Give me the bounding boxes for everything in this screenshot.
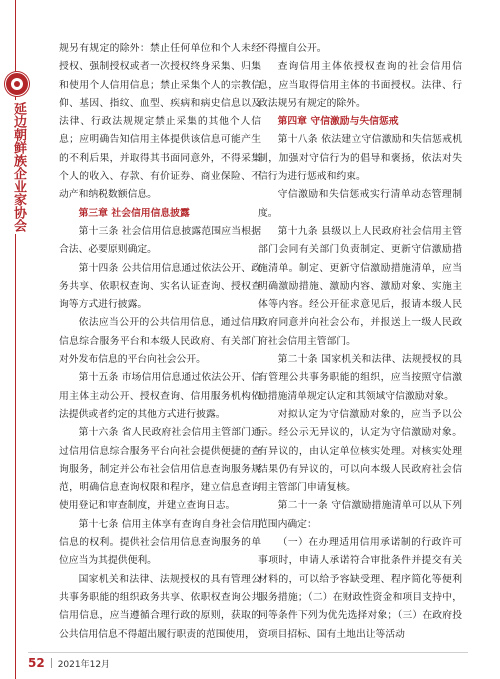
article-18: 第十八条 依法建立守信激励和失信惩戒机制，加强对守信行为的倡导和褒扬，依法对失信行为进行惩戒和约束。 (258, 134, 462, 183)
paragraph: 规另有规定的除外：禁止任何单位和个人未经授权、强制授权或者一次授权终身采集、归集和使用个人信用信息；禁止采集个人的宗教信仰、基因、指纹、血型、疾病和病史信息以及法律、行政法规规定禁止采集的其他个人信息；应明确告知信用主体提供该信息可能产生的不利后果，并取得其书面同意外，不得采集个人的收入、存款、有价证券、商业保险、不动产和纳税数额信息。 (59, 43, 261, 201)
article-16: 第十六条 省人民政府社会信用主管部门通过信用信息综合服务平台向社会提供便捷的查询服务，制定并公布社会信用信息查询服务规范，明确信息查询权限和程序，建立信息查询使用登记和审查制度，并建立查询日志。 (59, 427, 261, 512)
article-15: 第十五条 市场信用信息通过依法公开、信用主体主动公开、授权查询、信用服务机构依法提供或者约定的其他方式进行披露。 (59, 372, 261, 420)
page-footer (28, 654, 110, 672)
article-14-para: 依法应当公开的公共信用信息，通过信用信息综合服务平台和本级人民政府、有关部门对外发布信息的平台向社会公开。 (59, 317, 261, 366)
page-number: 52 (28, 656, 45, 670)
footer-rule (28, 652, 468, 653)
paragraph: 查询信用主体依授权查询的社会信用信息，应当取得信用主体的书面授权。法律、行政法规另有规定的除外。 (258, 61, 462, 109)
sidebar-title: 延边朝鲜族企业家协会 (6, 100, 26, 234)
association-logo-icon (5, 72, 29, 96)
left-column (59, 40, 261, 644)
article-13: 第十三条 社会信用信息披露范围应当根据合法、必要原则确定。 (59, 225, 261, 256)
footer-divider (51, 658, 52, 668)
chapter-heading: 第四章 守信激励与失信惩戒 (277, 116, 399, 128)
article-18-para: 守信激励和失信惩戒实行清单动态管理制度。 (258, 189, 462, 219)
article-20-para: 对拟认定为守信激励对象的，应当予以公示。经公示无异议的，认定为守信激励对象。有异议的，由认定单位核实处理。对核实处理结果仍有异议的，可以向本级人民政府社会信用主管部门申请复核。 (258, 408, 462, 494)
issue-date: 2021年12月 (57, 659, 111, 670)
article-17-para: 国家机关和法律、法规授权的具有管理公共事务职能的组织政务共享、依职权查询公共信用信息，应当遵循合理行政的原则，获取的公共信用信息不得超出履行职责的范围使用， (59, 573, 261, 640)
article-21-para: （一）在办理适用信用承诺制的行政许可事项时，申请人承诺符合审批条件并提交有关材料的，可以给予容缺受理、程序简化等便利服务措施；（二）在财政性资金和项目支持中，同等条件下列为优先选择对象；（三）在政府投资项目招标、国有土地出让等活动 (258, 537, 462, 640)
paragraph: 不得擅自公开。 (258, 43, 327, 54)
article-20: 第二十条 国家机关和法律、法规授权的具有管理公共事务职能的组织，应当按照守信激励措施清单规定认定和其领域守信激励对象。 (258, 354, 462, 402)
article-21: 第二十一条 守信激励措施清单可以从下列范围内确定： (258, 500, 462, 530)
right-column (258, 40, 462, 644)
sidebar (0, 0, 32, 679)
chapter-heading: 第三章 社会信用信息披露 (78, 207, 190, 219)
article-14: 第十四条 公共信用信息通过依法公开、政务共享、依职权查询、实名认证查询、授权查询等方式进行披露。 (59, 262, 261, 311)
article-19: 第十九条 县级以上人民政府社会信用主管部门会同有关部门负责制定、更新守信激励措施清单。制定、更新守信激励措施清单，应当明确激励措施、激励内容、激励对象、实施主体等内容。经公开征求意见后，报请本级人民政府同意并向社会公布，并报送上一级人民政府社会信用主管部门。 (258, 225, 462, 347)
article-17: 第十七条 信用主体享有查询自身社会信用信息的权利。提供社会信用信息查询服务的单位应当为其提供便利。 (59, 518, 261, 567)
